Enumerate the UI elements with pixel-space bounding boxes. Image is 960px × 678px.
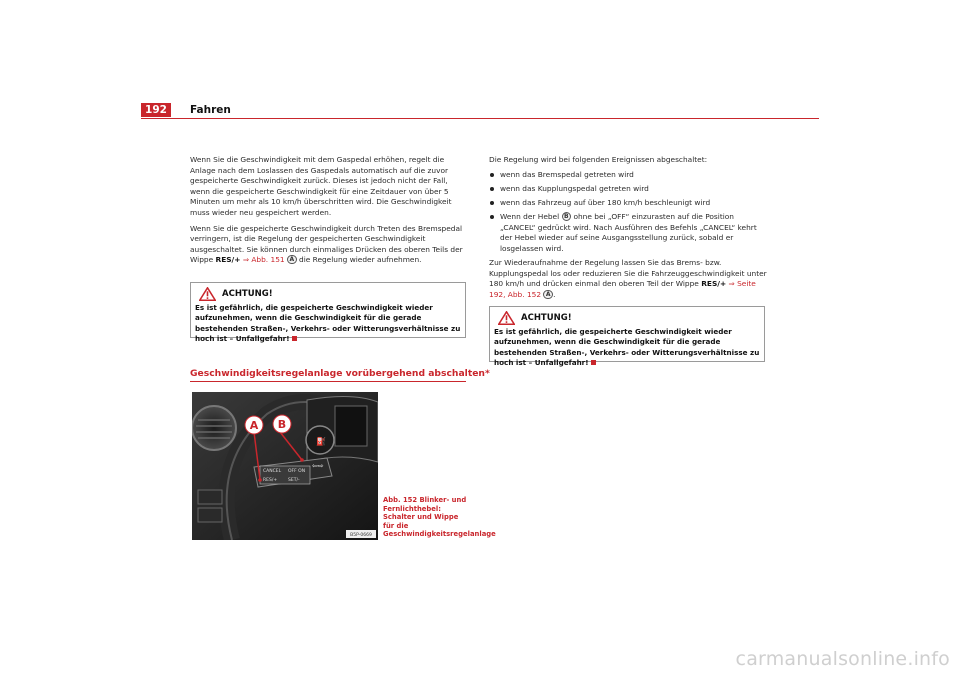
list-item (489, 212, 767, 254)
svg-text:CANCEL: CANCEL (263, 469, 282, 474)
svg-text:⇦⇨: ⇦⇨ (312, 462, 324, 470)
svg-text:RES/+: RES/+ (263, 478, 278, 483)
page-number: 192 (141, 103, 171, 117)
warning-text (195, 303, 461, 345)
marker-a: A (287, 255, 297, 264)
header-rule (141, 118, 819, 119)
warning-heading (498, 311, 760, 325)
left-paragraph-2 (190, 224, 466, 266)
cruise-control-figure (192, 392, 378, 540)
warning-text (494, 327, 760, 369)
marker-b: B (562, 212, 572, 221)
warning-text-body: Es ist gefährlich, die gespeicherte Geschwindigkeit wieder aufzunehmen, wenn die Geschwindigkeit für die gerade bestehenden Straßen-, Verkehrs- oder Witterungsverhältnisse zu hoch ist – Unfallgefahr! (494, 327, 760, 368)
list-item: wenn das Kupplungspedal getreten wird (489, 184, 767, 195)
svg-text:SET/-: SET/- (288, 478, 300, 483)
end-marker (591, 360, 596, 365)
svg-text:⛽: ⛽ (316, 437, 326, 446)
figure-caption: Abb. 152 Blinker- und Fernlichthebel: Schalter und Wippe für die Geschwindigkeitsregelanlage (383, 496, 496, 539)
figure-reference-link[interactable]: ⇒ Abb. 151 (242, 255, 285, 265)
right-paragraph-2: Zur Wiederaufnahme der Regelung lassen Sie das Brems- bzw. Kupplungspedal los oder reduzieren Sie die Fahrzeuggeschwindigkeit unter 180 km/h und drücken einmal den oberen Teil der Wippe RES/+ ⇒ Seite 192, Abb. 152 A . (489, 258, 767, 299)
left-warning-box (190, 282, 466, 344)
warning-triangle-icon (498, 311, 515, 325)
marker-a: A (543, 290, 553, 299)
section-title: Fahren (190, 104, 231, 116)
warning-triangle-icon (199, 287, 216, 301)
figure-label-b: B (277, 418, 287, 431)
abort-conditions-list (489, 170, 767, 255)
end-marker (292, 336, 297, 341)
res-plus-key: RES/+ (701, 279, 727, 289)
list-item: wenn das Bremspedal getreten wird (489, 170, 767, 181)
subheading-rule (190, 381, 466, 382)
page-reference-link[interactable]: ⇒ Seite 192, Abb. 152 (489, 279, 756, 299)
steering-column-photo (192, 392, 378, 540)
warning-title: ACHTUNG! (521, 313, 572, 323)
left-paragraph-1: Wenn Sie die Geschwindigkeit mit dem Gaspedal erhöhen, regelt die Anlage nach dem Loslassen des Gaspedals automatisch auf die zuvor gespeicherte Geschwindigkeit zurück. Dieses ist jedoch nicht der Fall, wenn die gespeicherte Geschwindigkeit für eine Zeitdauer von über 5 Minuten um mehr als 10 km/h überschritten wird. Die Geschwindigkeit muss wieder neu gespeichert werden. (190, 155, 452, 217)
subheading: Geschwindigkeitsregelanlage vorübergehend abschalten* (190, 368, 490, 379)
footer-watermark[interactable]: carmanualsonline.info (735, 648, 950, 670)
right-paragraph-2-text: Zur Wiederaufnahme der Regelung lassen Sie das Brems- bzw. Kupplungspedal los oder reduzieren Sie die Fahrzeuggeschwindigkeit unter 180 km/h und drücken einmal den oberen Teil der Wippe (489, 258, 767, 289)
warning-title: ACHTUNG! (222, 289, 273, 299)
warning-heading (199, 287, 461, 301)
left-paragraph-2-text-a: Wenn Sie die gespeicherte Geschwindigkeit durch Treten des Bremspedal verringern, ist die Regelung der gespeicherten Geschwindigkeit ausgeschaltet. Sie können durch einmaliges Drücken des oberen Teils der Wippe (190, 223, 463, 265)
list-item-text-b: ohne bei „OFF“ einzurasten auf die Position „CANCEL“ gedrückt wird. Nach Ausführen des Befehls „CANCEL“ kehrt der Hebel wieder auf seine Ausgangsstellung zurück, sobald er losgelassen wird. (500, 212, 757, 253)
list-item: wenn das Fahrzeug auf über 180 km/h beschleunigt wird (489, 198, 767, 209)
list-item-text-a: Wenn der Hebel (500, 212, 560, 222)
figure-label-a: A (249, 419, 259, 432)
left-paragraph-2-text-b: die Regelung wieder aufnehmen. (299, 255, 422, 265)
res-plus-key: RES/+ (215, 255, 241, 265)
figure-code: B5P-0669 (350, 533, 372, 538)
right-intro: Die Regelung wird bei folgenden Ereignissen abgeschaltet: (489, 155, 708, 164)
right-column (489, 155, 767, 306)
right-warning-box (489, 306, 765, 368)
warning-text-body: Es ist gefährlich, die gespeicherte Geschwindigkeit wieder aufzunehmen, wenn die Geschwindigkeit für die gerade bestehenden Straßen-, Verkehrs- oder Witterungsverhältnisse zu hoch ist – Unfallgefahr! (195, 303, 461, 344)
left-column (190, 155, 466, 271)
svg-text:OFF ON: OFF ON (288, 469, 306, 474)
